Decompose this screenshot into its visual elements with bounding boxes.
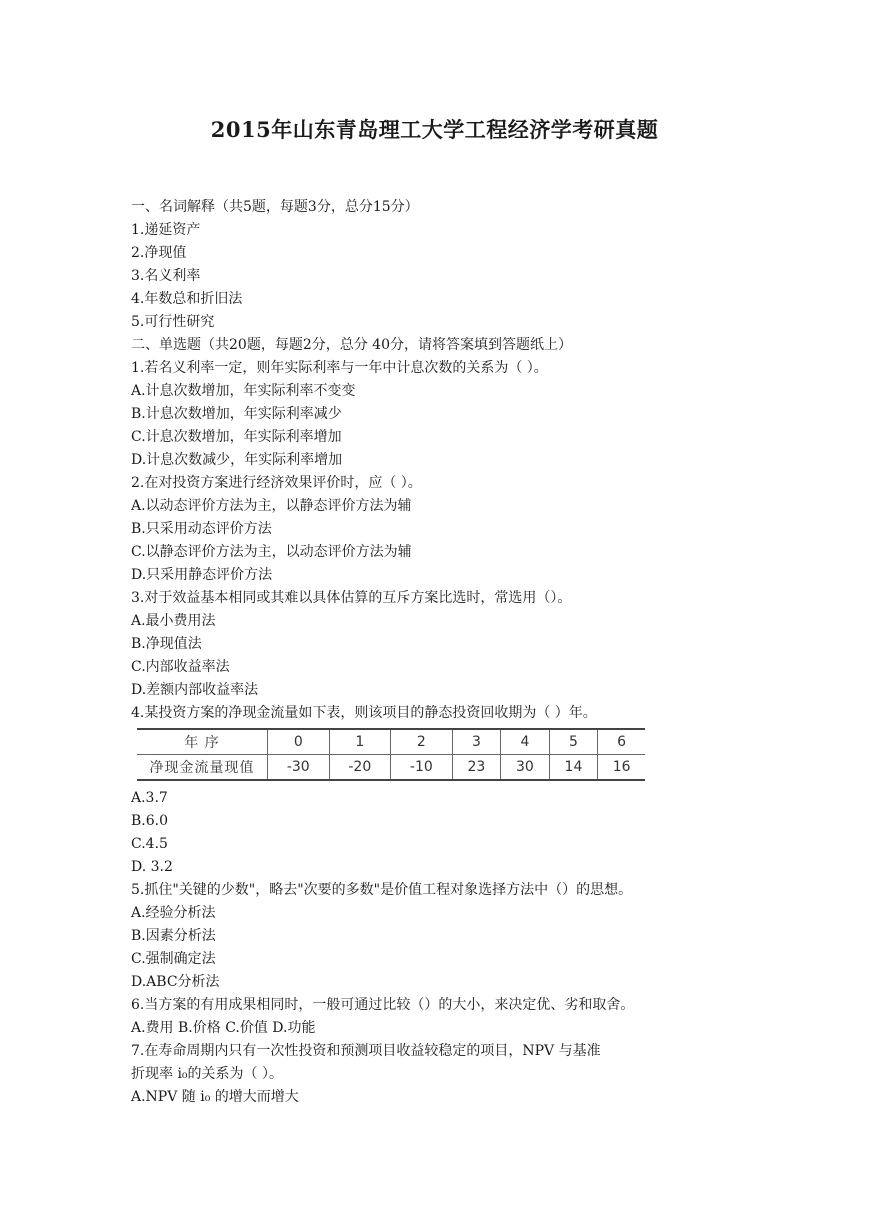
- questions-part-1: [131, 196, 751, 725]
- option-line: C.以静态评价方法为主，以动态评价方法为辅: [131, 544, 412, 560]
- option-line: C.内部收益率法: [131, 659, 230, 675]
- table-cell: 3: [452, 729, 501, 755]
- question-line: 2.在对投资方案进行经济效果评价时，应（ ）。: [131, 475, 422, 491]
- option-line: A.经验分析法: [131, 905, 216, 921]
- table-row: [137, 755, 645, 781]
- table-cell: 1: [329, 729, 391, 755]
- question-line: 折现率 i₀的关系为（ ）。: [131, 1066, 283, 1082]
- table-header-cell: 年 序: [137, 729, 268, 755]
- option-line: B.6.0: [131, 813, 169, 829]
- option-line: B.净现值法: [131, 636, 202, 652]
- table-cell: 5: [549, 729, 598, 755]
- table-cell: 16: [598, 755, 645, 781]
- option-line: B.只采用动态评价方法: [131, 521, 272, 537]
- option-line: A.以动态评价方法为主，以静态评价方法为辅: [131, 498, 412, 514]
- table-cell: 23: [452, 755, 501, 781]
- option-line: D.只采用静态评价方法: [131, 567, 273, 583]
- option-line: D.ABC分析法: [131, 974, 220, 990]
- table-cell: 30: [501, 755, 550, 781]
- option-line: A.费用 B.价格 C.价值 D.功能: [131, 1020, 316, 1036]
- section-heading: 二、单选题（共20题，每题2分，总分 40分，请将答案填到答题纸上）: [131, 337, 572, 353]
- table-cell: -20: [329, 755, 391, 781]
- table-cell: -10: [391, 755, 453, 781]
- question-line: 3.对于效益基本相同或其难以具体估算的互斥方案比选时，常选用（）。: [131, 590, 572, 606]
- option-line: A.3.7: [131, 790, 168, 806]
- question-line: 1.递延资产: [131, 222, 201, 238]
- table-cell: -30: [268, 755, 330, 781]
- question-line: 3.名义利率: [131, 268, 201, 284]
- question-line: 1.若名义利率一定，则年实际利率与一年中计息次数的关系为（ ）。: [131, 360, 548, 376]
- document-title: 2015年山东青岛理工大学工程经济学考研真题: [210, 117, 659, 142]
- table-cell: 6: [598, 729, 645, 755]
- question-line: 2.净现值: [131, 245, 187, 261]
- option-line: C.4.5: [131, 836, 168, 852]
- question-line: 6.当方案的有用成果相同时，一般可通过比较（）的大小，来决定优、劣和取舍。: [131, 997, 635, 1013]
- table-cell: 2: [391, 729, 453, 755]
- table-row: [137, 729, 645, 755]
- table-cell: 4: [501, 729, 550, 755]
- option-line: C.计息次数增加，年实际利率增加: [131, 429, 342, 445]
- option-line: D.差额内部收益率法: [131, 682, 259, 698]
- section-heading: 一、名词解释（共5题，每题3分，总分15分）: [131, 199, 419, 215]
- option-line: A.计息次数增加，年实际利率不变变: [131, 383, 356, 399]
- question-line: 5.可行性研究: [131, 314, 215, 330]
- option-line: B.计息次数增加，年实际利率减少: [131, 406, 342, 422]
- question-line: 4.某投资方案的净现金流量如下表，则该项目的静态投资回收期为（ ）年。: [131, 705, 597, 721]
- option-line: D.计息次数减少，年实际利率增加: [131, 452, 343, 468]
- question-line: 7.在寿命周期内只有一次性投资和预测项目收益较稳定的项目，NPV 与基准: [131, 1043, 601, 1059]
- question-line: 5.抓住"关键的少数"，略去"次要的多数"是价值工程对象选择方法中（）的思想。: [131, 882, 633, 898]
- option-line: A.NPV 随 i₀ 的增大而增大: [131, 1089, 299, 1105]
- option-line: B.因素分析法: [131, 928, 216, 944]
- question-line: 4.年数总和折旧法: [131, 291, 243, 307]
- table-cell: 0: [268, 729, 330, 755]
- table-header-cell: 净现金流量现值: [137, 755, 268, 781]
- option-line: A.最小费用法: [131, 613, 216, 629]
- cash-flow-table: [137, 728, 645, 781]
- option-line: D. 3.2: [131, 859, 173, 875]
- option-line: C.强制确定法: [131, 951, 216, 967]
- questions-part-2: [131, 787, 751, 1109]
- table-cell: 14: [549, 755, 598, 781]
